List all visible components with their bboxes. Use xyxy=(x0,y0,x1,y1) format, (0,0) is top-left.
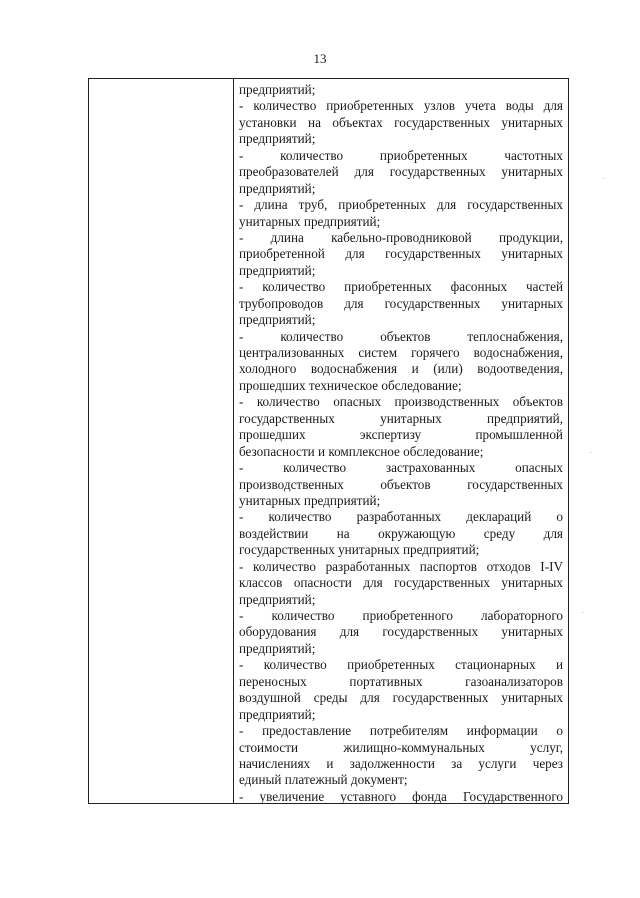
text-line: - количество приобретенных узлов учета воды для xyxy=(239,98,563,114)
text-line: - количество приобретенных частотных xyxy=(239,147,563,163)
indicators-table xyxy=(88,78,569,804)
text-line: предприятий; xyxy=(239,312,316,328)
text-line: переносных портативных газоанализаторов xyxy=(239,673,563,689)
text-line: государственных унитарных предприятий, xyxy=(239,410,563,426)
text-line: - количество приобретенных фасонных частей xyxy=(239,279,563,295)
text-line: - количество разработанных деклараций о xyxy=(239,509,563,525)
text-line: - количество опасных производственных объектов xyxy=(239,394,563,410)
scan-speck xyxy=(603,178,604,179)
text-line: предприятий; xyxy=(239,131,316,147)
text-line: - количество разработанных паспортов отходов I-IV xyxy=(239,558,563,574)
text-line: предприятий; xyxy=(239,180,316,196)
text-line: единый платежный документ; xyxy=(239,772,408,788)
text-line: - количество приобретенного лабораторного xyxy=(239,608,563,623)
text-line: предприятий; xyxy=(239,82,316,97)
scan-speck xyxy=(590,452,591,453)
text-line: классов опасности для государственных унитарных xyxy=(239,575,563,591)
text-line: - длина кабельно-проводниковой продукции, xyxy=(239,229,563,245)
text-line: предприятий; xyxy=(239,706,316,722)
text-line: - увеличение уставного фонда Государственного xyxy=(239,788,563,803)
text-line: прошедших экспертизу промышленной xyxy=(239,427,563,443)
text-line: приобретенной для государственных унитарных xyxy=(239,246,563,262)
text-line: унитарных предприятий; xyxy=(239,213,381,229)
text-line: - количество приобретенных стационарных и xyxy=(239,657,563,673)
text-line: - количество застрахованных опасных xyxy=(239,460,563,476)
text-line: начислениях и задолженности за услуги через xyxy=(239,755,563,771)
page-number: 13 xyxy=(313,51,327,66)
text-line: преобразователей для государственных унитарных xyxy=(239,164,563,180)
text-line: прошедших техническое обследование; xyxy=(239,377,462,393)
table-right-cell xyxy=(234,79,568,803)
text-line: - предоставление потребителям информации о xyxy=(239,723,563,739)
text-line: воздушной среды для государственных унитарных xyxy=(239,690,563,706)
text-line: централизованных систем горячего водоснабжения, xyxy=(239,345,563,360)
text-line: холодного водоснабжения и (или) водоотведения, xyxy=(239,361,563,377)
text-line: воздействии на окружающую среду для xyxy=(239,525,563,541)
text-line: унитарных предприятий; xyxy=(239,492,381,508)
text-line: трубопроводов для государственных унитарных xyxy=(239,295,563,311)
text-line: государственных унитарных предприятий; xyxy=(239,542,480,558)
text-line: производственных объектов государственных xyxy=(239,476,563,492)
table-left-cell xyxy=(89,79,234,803)
scan-speck xyxy=(582,612,583,613)
text-line: оборудования для государственных унитарных xyxy=(239,624,563,640)
text-line: предприятий; xyxy=(239,640,316,656)
text-line: установки на объектах государственных унитарных xyxy=(239,114,563,130)
text-line: предприятий; xyxy=(239,262,316,278)
text-line: стоимости жилищно-коммунальных услуг, xyxy=(239,739,563,755)
text-line: предприятий; xyxy=(239,591,316,607)
text-line: - длина труб, приобретенных для государственных xyxy=(239,197,563,213)
text-line: - количество объектов теплоснабжения, xyxy=(239,328,563,344)
text-line: безопасности и комплексное обследование; xyxy=(239,443,484,459)
